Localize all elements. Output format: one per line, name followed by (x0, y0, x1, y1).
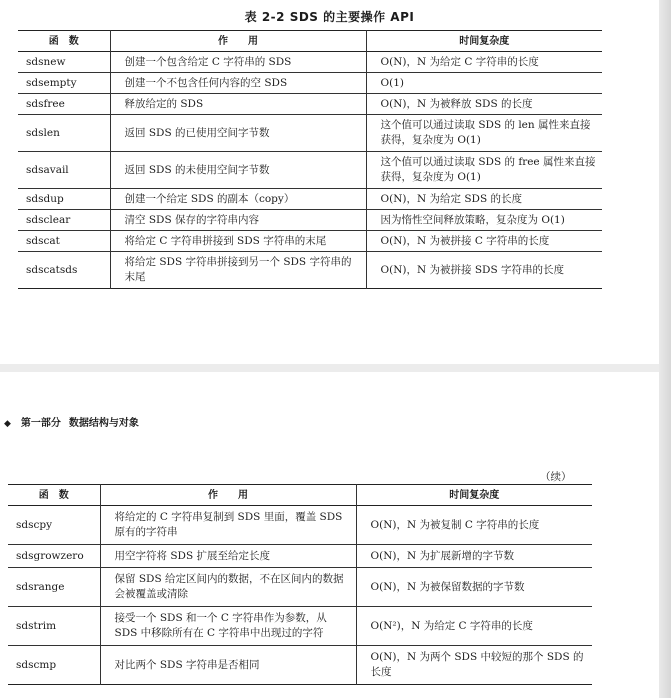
function-name: sdscat (26, 234, 60, 247)
function-purpose: 用空字符将 SDS 扩展至给定长度 (100, 545, 356, 568)
section-part: 第一部分 (20, 418, 61, 429)
function-purpose: 释放给定的 SDS (110, 94, 366, 115)
table-header-row (18, 31, 602, 52)
running-header (4, 414, 139, 429)
function-name: sdstrim (16, 619, 57, 632)
function-complexity: O(N)，N 为被拼接 C 字符串的长度 (366, 231, 602, 252)
function-purpose: 创建一个给定 SDS 的副本（copy） (110, 189, 366, 210)
function-complexity: O(N)，N 为扩展新增的字节数 (356, 545, 592, 568)
function-name: sdsdup (26, 192, 64, 205)
function-name: sdsnew (26, 55, 66, 68)
table-title: 表 2-2 SDS 的主要操作 API (244, 10, 415, 24)
function-name: sdsfree (26, 97, 65, 110)
header-complexity: 时间复杂度 (356, 485, 592, 506)
function-complexity: O(N)，N 为给定 SDS 的长度 (366, 189, 602, 210)
table-row (8, 646, 592, 685)
book-page-bottom (0, 372, 659, 698)
function-complexity: 因为惰性空间释放策略，复杂度为 O(1) (366, 210, 602, 231)
table-row (18, 52, 602, 73)
table-row (18, 94, 602, 115)
table-row (18, 210, 602, 231)
header-purpose: 作 用 (110, 31, 366, 52)
function-name: sdslen (26, 126, 60, 139)
function-complexity: 这个值可以通过读取 SDS 的 len 属性来直接获得，复杂度为 O(1) (366, 115, 602, 152)
table-row (8, 568, 592, 607)
function-purpose: 将给定的 C 字符串复制到 SDS 里面，覆盖 SDS 原有的字符串 (100, 506, 356, 545)
sds-api-table-continued (8, 484, 592, 685)
table-row (8, 607, 592, 646)
function-complexity: O(N)，N 为被拼接 SDS 字符串的长度 (366, 252, 602, 289)
function-complexity: O(N)，N 为两个 SDS 中较短的那个 SDS 的长度 (356, 646, 592, 685)
table-row (18, 231, 602, 252)
function-purpose: 返回 SDS 的未使用空间字节数 (110, 152, 366, 189)
function-purpose: 将给定 SDS 字符串拼接到另一个 SDS 字符串的末尾 (110, 252, 366, 289)
header-complexity: 时间复杂度 (366, 31, 602, 52)
function-complexity: O(1) (366, 73, 602, 94)
function-complexity: O(N)，N 为被复制 C 字符串的长度 (356, 506, 592, 545)
table-row (18, 189, 602, 210)
page-edge-shadow (659, 0, 671, 698)
function-purpose: 对比两个 SDS 字符串是否相同 (100, 646, 356, 685)
continued-label: （续） (540, 471, 572, 483)
function-purpose: 返回 SDS 的已使用空间字节数 (110, 115, 366, 152)
function-complexity: O(N)，N 为被保留数据的字节数 (356, 568, 592, 607)
table-row (18, 252, 602, 289)
function-purpose: 将给定 C 字符串拼接到 SDS 字符串的末尾 (110, 231, 366, 252)
page-gap (0, 364, 659, 372)
table-header-row (8, 485, 592, 506)
header-function: 函 数 (38, 489, 69, 501)
function-name: sdsrange (16, 580, 65, 593)
function-complexity: O(N)，N 为给定 C 字符串的长度 (366, 52, 602, 73)
function-name: sdsgrowzero (16, 549, 84, 562)
table-row (18, 115, 602, 152)
function-purpose: 创建一个不包含任何内容的空 SDS (110, 73, 366, 94)
header-purpose: 作 用 (100, 485, 356, 506)
function-purpose: 接受一个 SDS 和一个 C 字符串作为参数，从 SDS 中移除所有在 C 字符串中出现过的字符 (100, 607, 356, 646)
function-complexity: O(N²)，N 为给定 C 字符串的长度 (356, 607, 592, 646)
function-name: sdscmp (16, 658, 57, 671)
function-name: sdscpy (16, 518, 53, 531)
function-name: sdsempty (26, 76, 77, 89)
table-row (8, 506, 592, 545)
function-purpose: 保留 SDS 给定区间内的数据，不在区间内的数据会被覆盖或清除 (100, 568, 356, 607)
section-title: 数据结构与对象 (68, 418, 139, 429)
function-purpose: 创建一个包含给定 C 字符串的 SDS (110, 52, 366, 73)
function-purpose: 清空 SDS 保存的字符串内容 (110, 210, 366, 231)
table-row (18, 152, 602, 189)
table-row (18, 73, 602, 94)
sds-api-table (18, 30, 602, 289)
function-complexity: 这个值可以通过读取 SDS 的 free 属性来直接获得，复杂度为 O(1) (366, 152, 602, 189)
diamond-icon: ◆ (4, 419, 11, 429)
function-complexity: O(N)，N 为被释放 SDS 的长度 (366, 94, 602, 115)
function-name: sdsavail (26, 163, 69, 176)
function-name: sdsclear (26, 213, 71, 226)
header-function: 函 数 (48, 35, 79, 47)
table-row (8, 545, 592, 568)
function-name: sdscatsds (26, 263, 78, 276)
